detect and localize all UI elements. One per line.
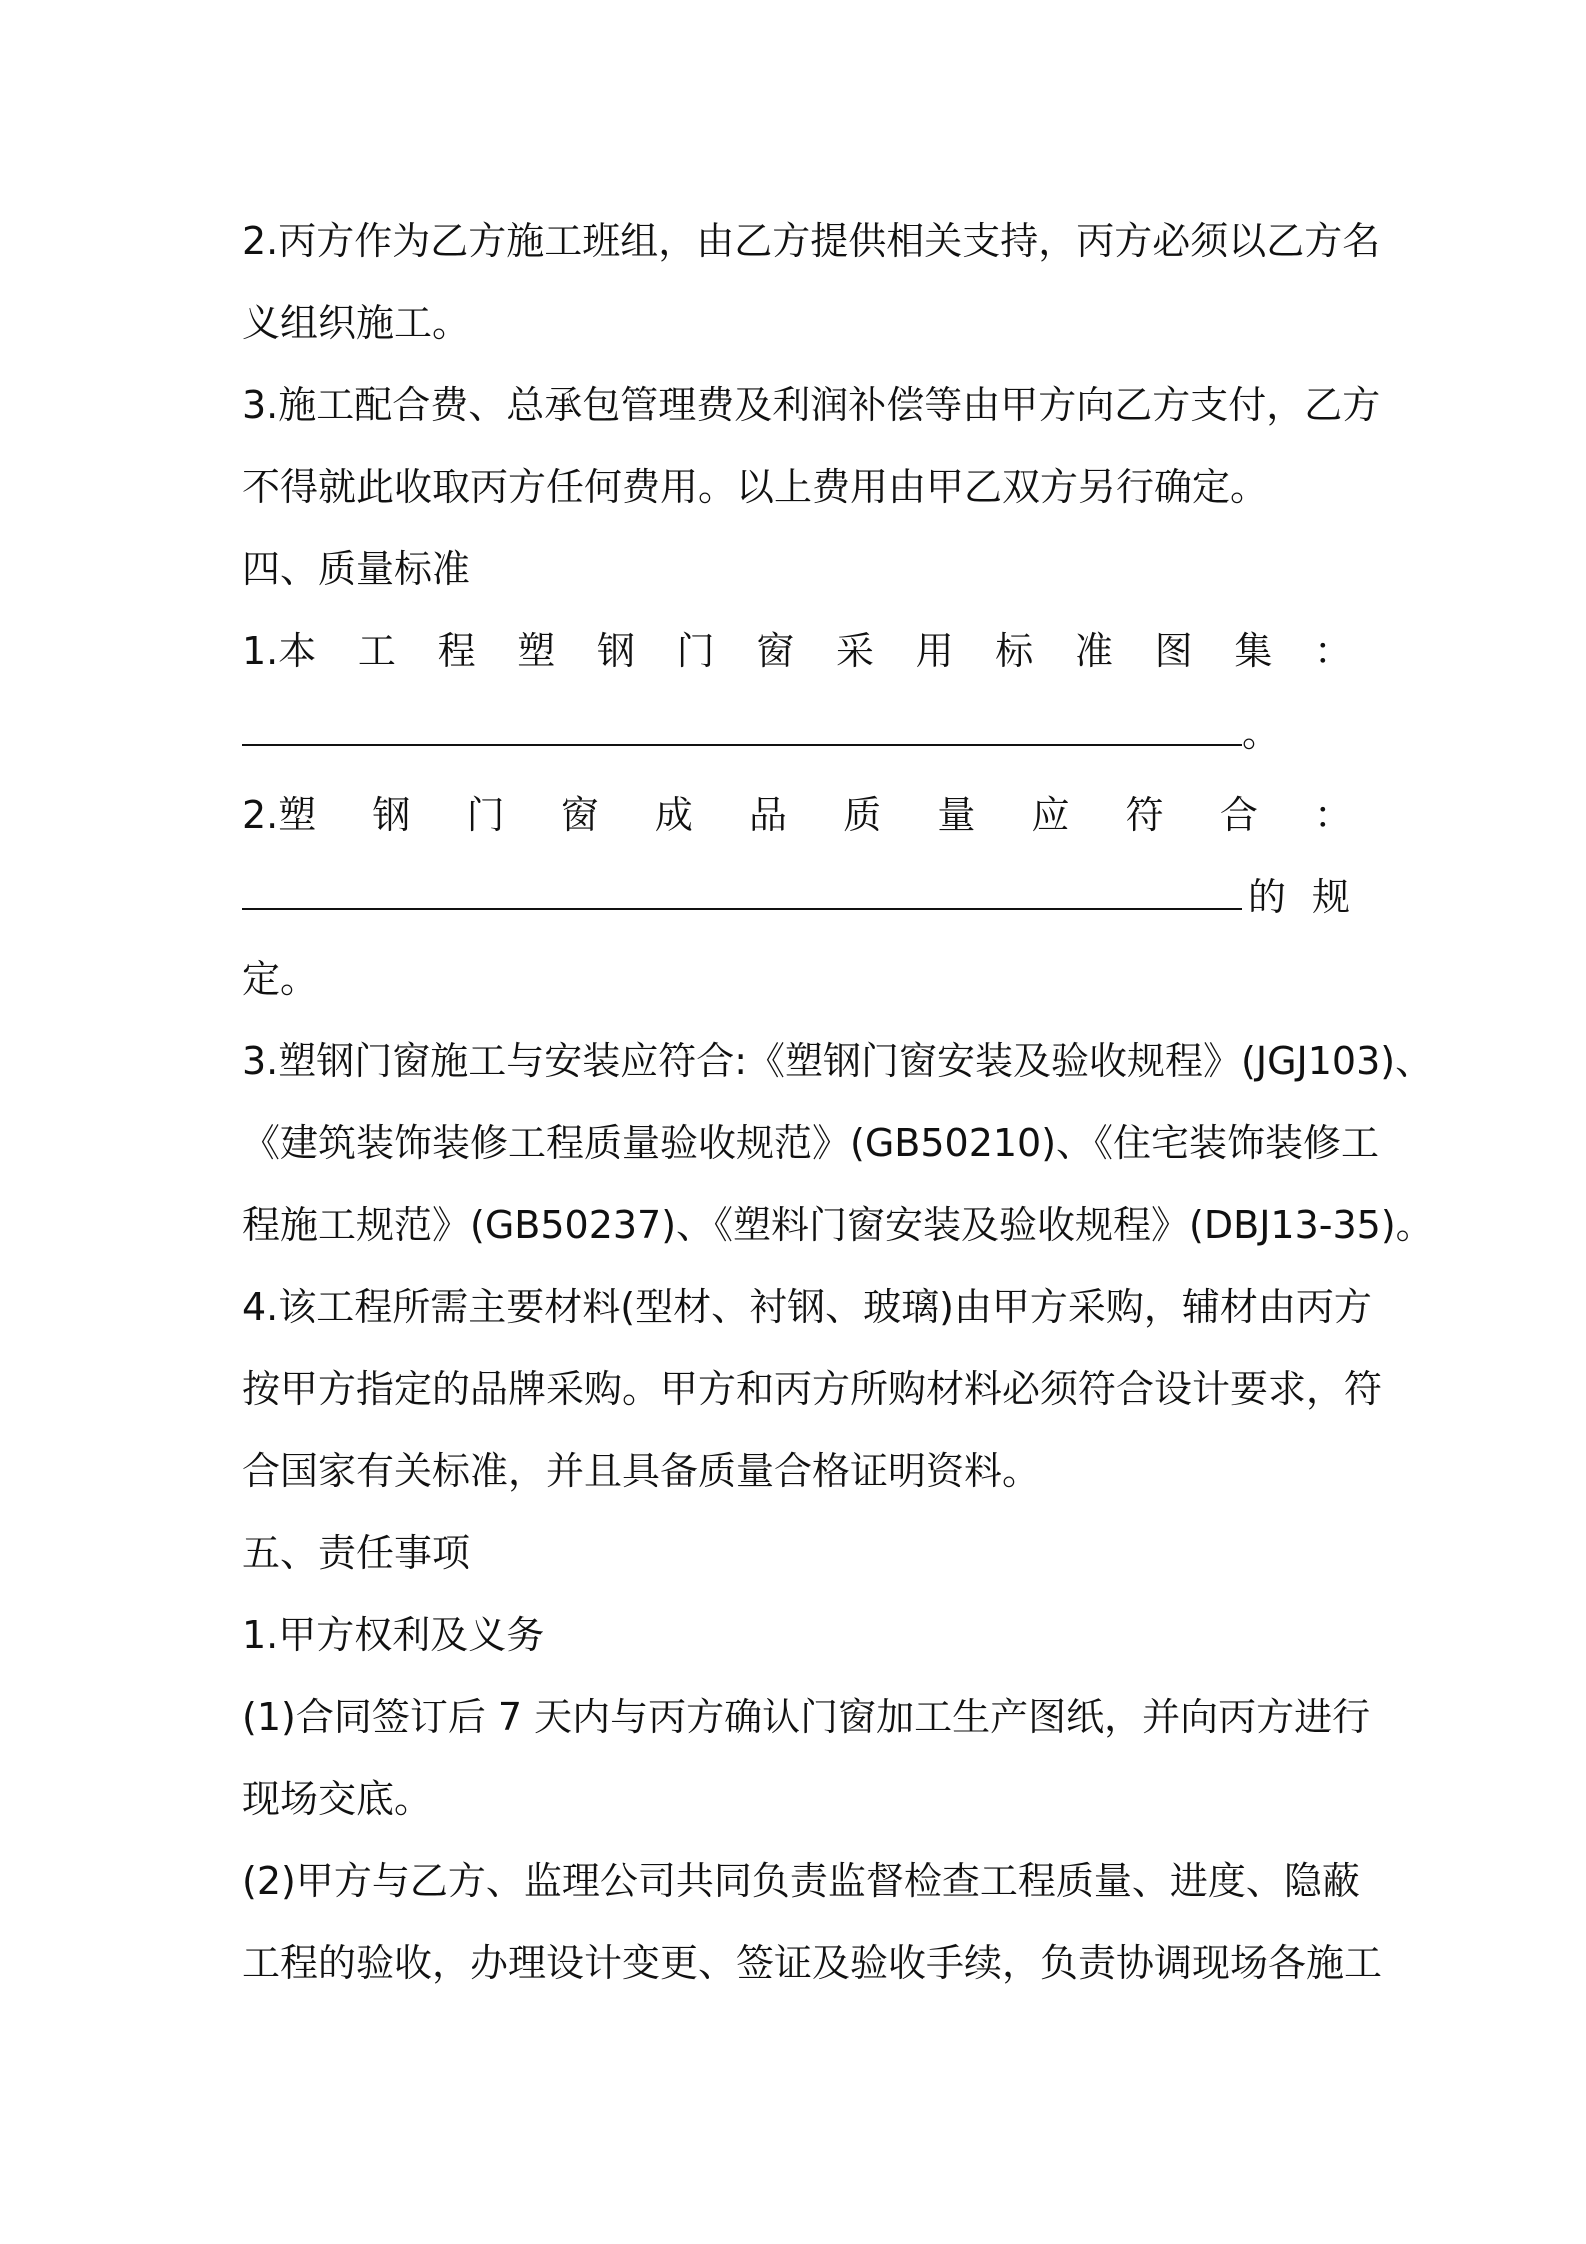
quality-clause-3-line-3: 程施工规范》(GB50237)、《塑料门窗安装及验收规程》(DBJ13-35)。 (242, 1203, 1434, 1247)
clause-3-line-1: 3.施工配合费、总承包管理费及利润补偿等由甲方向乙方支付，乙方 (242, 383, 1381, 427)
section-heading-responsibilities: 五、责任事项 (242, 1531, 471, 1575)
quality-clause-2-char-7: 质 (843, 793, 882, 837)
quality-clause-1-char-8: 采 (835, 629, 874, 673)
quality-clause-3-line-1: 3.塑钢门窗施工与安装应符合:《塑钢门窗安装及验收规程》(JGJ103)、 (242, 1039, 1434, 1083)
fill-in-blank-2[interactable] (242, 878, 1242, 910)
quality-clause-1-char-6: 门 (676, 629, 715, 673)
quality-clause-1-char-9: 用 (915, 629, 954, 673)
responsibility-1a-line-1: (1)合同签订后 7 天内与丙方确认门窗加工生产图纸，并向丙方进行 (242, 1695, 1371, 1739)
quality-clause-3-line-2: 《建筑装饰装修工程质量验收规范》(GB50210)、《住宅装饰装修工 (242, 1121, 1380, 1165)
quality-clause-1-char-13: 集 (1234, 629, 1273, 673)
quality-clause-2-char-11: 合 (1219, 793, 1258, 837)
quality-clause-2-char-5: 成 (654, 793, 693, 837)
quality-clause-1-char-3: 程 (437, 629, 476, 673)
quality-clause-2-char-2: 钢 (372, 793, 411, 837)
period-mark: 。 (1242, 711, 1281, 755)
quality-clause-2-char-12: ： (1313, 793, 1352, 837)
quality-clause-1-blank-line (242, 692, 1352, 774)
quality-clause-2-char-9: 应 (1031, 793, 1070, 837)
quality-clause-2-blank-line (242, 856, 1352, 938)
clause-3-line-2: 不得就此收取丙方任何费用。以上费用由甲乙双方另行确定。 (242, 465, 1269, 509)
quality-clause-1-char-4: 塑 (517, 629, 556, 673)
quality-clause-2-char-6: 品 (749, 793, 788, 837)
document-body (242, 200, 1434, 2004)
quality-clause-4-line-3: 合国家有关标准，并且具备质量合格证明资料。 (242, 1449, 1041, 1493)
responsibility-1b-line-1: (2)甲方与乙方、监理公司共同负责监督检查工程质量、进度、隐蔽 (242, 1859, 1360, 1903)
quality-clause-2-char-4: 窗 (560, 793, 599, 837)
quality-clause-1-char-11: 准 (1074, 629, 1113, 673)
quality-clause-2-char-10: 符 (1125, 793, 1164, 837)
section-heading-quality-standards: 四、质量标准 (242, 547, 471, 591)
fill-in-blank-1[interactable] (242, 714, 1242, 746)
quality-clause-2-char-1: 2.塑 (242, 793, 317, 837)
quality-clause-2-char-8: 量 (937, 793, 976, 837)
responsibility-1-heading: 1.甲方权利及义务 (242, 1613, 545, 1657)
quality-clause-1-char-10: 标 (995, 629, 1034, 673)
quality-clause-2-spread-line (242, 774, 1352, 856)
responsibility-1b-line-2: 工程的验收，办理设计变更、签证及验收手续，负责协调现场各施工 (242, 1941, 1383, 1985)
quality-clause-1-char-14: ： (1313, 629, 1352, 673)
quality-clause-4-line-1: 4.该工程所需主要材料(型材、衬钢、玻璃)由甲方采购，辅材由丙方 (242, 1285, 1372, 1329)
quality-clause-2-line-3: 定。 (242, 957, 319, 1001)
quality-clause-4-line-2: 按甲方指定的品牌采购。甲方和丙方所购材料必须符合设计要求，符 (242, 1367, 1383, 1411)
quality-clause-1-char-7: 窗 (756, 629, 795, 673)
tail-char-1: 的 (1248, 875, 1287, 919)
blank-tail-text (1248, 856, 1350, 938)
quality-clause-1-char-12: 图 (1154, 629, 1193, 673)
tail-char-2: 规 (1311, 875, 1350, 919)
quality-clause-1-spread-line (242, 610, 1352, 692)
quality-clause-1-char-1: 1.本 (242, 629, 317, 673)
quality-clause-1-char-2: 工 (357, 629, 396, 673)
clause-2-line-1: 2.丙方作为乙方施工班组，由乙方提供相关支持，丙方必须以乙方名 (242, 219, 1381, 263)
quality-clause-2-char-3: 门 (466, 793, 505, 837)
clause-2-line-2: 义组织施工。 (242, 301, 471, 345)
quality-clause-1-char-5: 钢 (596, 629, 635, 673)
responsibility-1a-line-2: 现场交底。 (242, 1777, 433, 1821)
